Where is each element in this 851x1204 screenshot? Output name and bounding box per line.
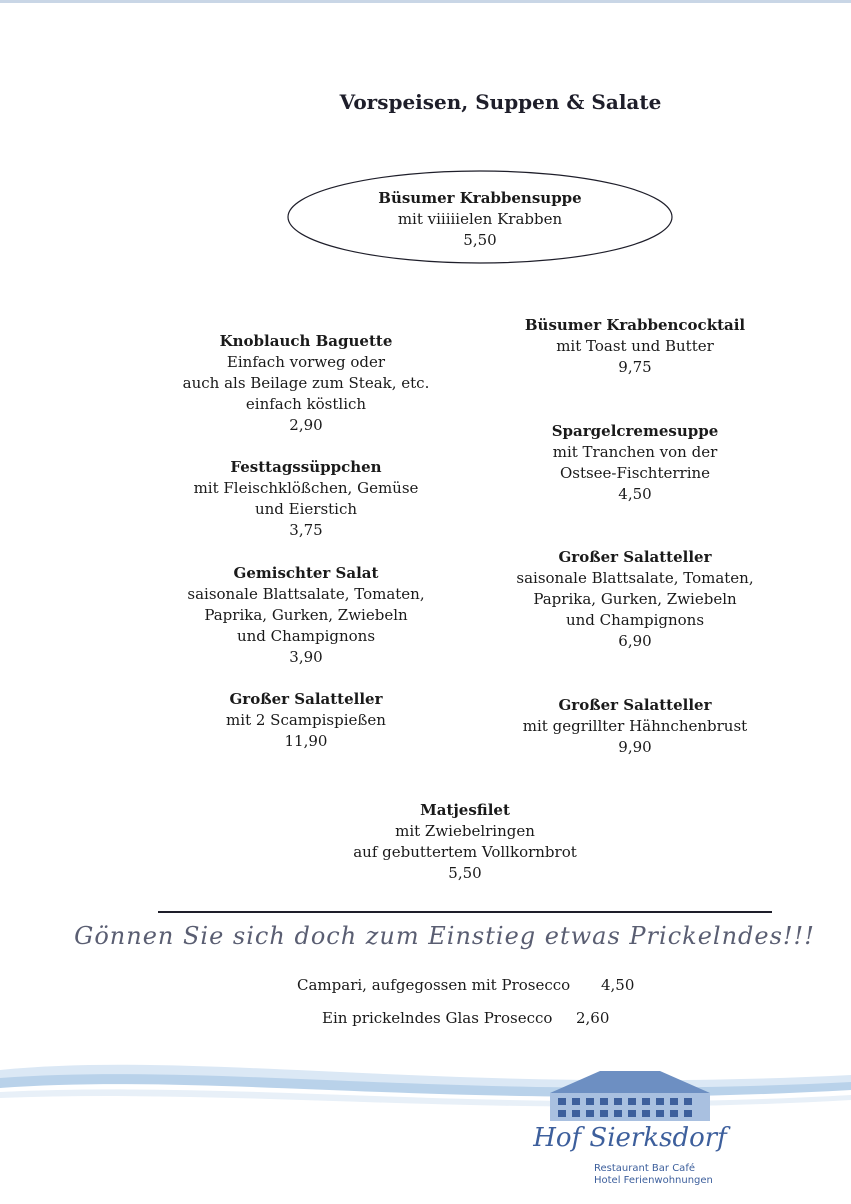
item-desc: saisonale Blattsalate, Tomaten, [187,585,425,603]
item-desc: mit gegrillter Hähnchenbrust [522,717,748,735]
item-desc: Ostsee-Fischterrine [559,464,711,482]
item-price: 6,90 [618,632,652,650]
page-title: Vorspeisen, Suppen & Salate [339,90,662,114]
item-desc: Einfach vorweg oder [226,353,386,371]
section-divider [158,911,772,913]
item-name: Knoblauch Baguette [219,332,393,350]
logo-line2: Hotel Ferienwohnungen [594,1175,713,1186]
top-edge-line [0,0,851,3]
item-desc: mit Fleischklößchen, Gemüse [193,479,419,497]
item-price: 3,75 [289,521,323,539]
item-desc: auf gebuttertem Vollkornbrot [353,843,577,861]
item-desc: mit Toast und Butter [556,337,714,355]
logo-line1: Restaurant Bar Café [594,1163,695,1174]
logo-script: Hof Sierksdorf [533,1123,727,1153]
featured-item [287,170,673,265]
item-desc: Paprika, Gurken, Zwiebeln [533,590,737,608]
item-price: 4,50 [618,485,652,503]
item-desc: und Champignons [236,627,376,645]
item-desc: mit 2 Scampispießen [226,711,386,729]
menu-item-matjesfilet [315,800,615,884]
menu-item-krabbencocktail [485,315,785,378]
item-desc: mit Zwiebelringen [395,822,535,840]
item-name: Matjesfilet [420,801,510,819]
building-icon [540,1063,720,1123]
hotel-logo [530,1063,760,1193]
logo-subtitle [594,1163,713,1187]
page-title-wrap [0,90,851,114]
item-price: 11,90 [284,732,328,750]
item-price: 5,50 [448,864,482,882]
item-name: Großer Salatteller [558,548,712,566]
drink-name: Campari, aufgegossen mit Prosecco [297,976,571,994]
menu-item-spargelcremesuppe [485,421,785,505]
featured-price: 5,50 [463,231,497,249]
menu-item-knoblauch-baguette [156,331,456,436]
item-name: Großer Salatteller [558,696,712,714]
drink-name: Ein prickelndes Glas Prosecco [322,1009,553,1027]
item-desc: saisonale Blattsalate, Tomaten, [516,569,754,587]
menu-item-gemischter-salat [156,563,456,668]
item-desc: mit Tranchen von der [552,443,718,461]
drink-prosecco [322,1008,622,1028]
item-name: Spargelcremesuppe [551,422,719,440]
tagline: Gönnen Sie sich doch zum Einstieg etwas Prickelndes!!! [74,922,815,950]
menu-item-festtagssueppchen [156,457,456,541]
item-name: Festtagssüppchen [230,458,382,476]
menu-item-salatteller-scampi [156,689,456,752]
featured-name: Büsumer Krabbensuppe [378,189,582,207]
item-desc: und Champignons [565,611,705,629]
item-price: 2,90 [289,416,323,434]
item-price: 9,75 [618,358,652,376]
item-name: Büsumer Krabbencocktail [524,316,746,334]
item-name: Großer Salatteller [229,690,383,708]
item-desc: einfach köstlich [245,395,367,413]
item-price: 9,90 [618,738,652,756]
item-desc: auch als Beilage zum Steak, etc. [182,374,430,392]
drink-campari [297,975,637,995]
drink-price: 2,60 [576,1009,610,1027]
item-price: 3,90 [289,648,323,666]
menu-item-salatteller-gross [485,547,785,652]
drink-price: 4,50 [601,976,635,994]
item-desc: Paprika, Gurken, Zwiebeln [204,606,408,624]
item-name: Gemischter Salat [233,564,379,582]
item-desc: und Eierstich [254,500,358,518]
featured-desc: mit viiiiielen Krabben [397,210,563,228]
menu-item-salatteller-haehnchen [485,695,785,758]
